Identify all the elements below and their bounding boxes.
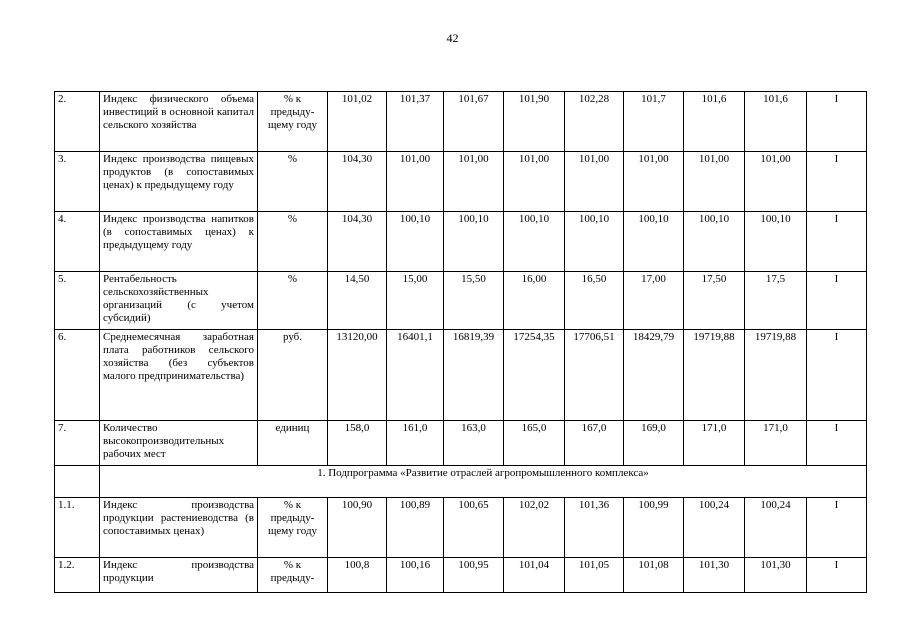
value-cell: 13120,00	[328, 330, 387, 421]
value-cell: 100,10	[624, 212, 684, 272]
value-cell: 101,30	[684, 558, 745, 593]
value-cell: 16819,39	[444, 330, 504, 421]
value-cell: 14,50	[328, 272, 387, 330]
value-cell: 100,10	[565, 212, 624, 272]
row-number: 4.	[55, 212, 100, 272]
value-cell: 100,16	[387, 558, 444, 593]
value-cell: 169,0	[624, 421, 684, 466]
value-cell: 100,8	[328, 558, 387, 593]
value-cell: 101,02	[328, 92, 387, 152]
value-cell: 101,67	[444, 92, 504, 152]
unit-cell: % к предыду- щему году	[258, 92, 328, 152]
row-number: 5.	[55, 272, 100, 330]
value-cell: 100,10	[504, 212, 565, 272]
page-number: 42	[446, 31, 459, 45]
value-cell: 101,08	[624, 558, 684, 593]
table-row	[55, 92, 867, 152]
value-cell: 101,00	[745, 152, 807, 212]
table-row	[55, 498, 867, 558]
subprogram-row	[55, 466, 867, 498]
source-cell: I	[807, 558, 867, 593]
row-number: 2.	[55, 92, 100, 152]
source-cell: I	[807, 272, 867, 330]
value-cell: 15,00	[387, 272, 444, 330]
value-cell: 101,00	[624, 152, 684, 212]
value-cell: 100,99	[624, 498, 684, 558]
value-cell: 17254,35	[504, 330, 565, 421]
value-cell: 167,0	[565, 421, 624, 466]
table-row	[55, 421, 867, 466]
value-cell: 17706,51	[565, 330, 624, 421]
value-cell: 171,0	[745, 421, 807, 466]
value-cell: 17,00	[624, 272, 684, 330]
value-cell: 16,00	[504, 272, 565, 330]
unit-cell: %	[258, 272, 328, 330]
row-number: 1.1.	[55, 498, 100, 558]
value-cell: 100,95	[444, 558, 504, 593]
value-cell: 100,10	[745, 212, 807, 272]
value-cell: 101,00	[565, 152, 624, 212]
value-cell: 101,90	[504, 92, 565, 152]
indicator-name: Среднемесячная заработная плата работников сельского хозяйства (без субъектов малого предпринимательства)	[100, 330, 258, 421]
row-number: 7.	[55, 421, 100, 466]
value-cell: 100,89	[387, 498, 444, 558]
value-cell: 101,7	[624, 92, 684, 152]
source-cell: I	[807, 92, 867, 152]
source-cell: I	[807, 498, 867, 558]
source-cell: I	[807, 421, 867, 466]
value-cell: 101,00	[684, 152, 745, 212]
value-cell: 15,50	[444, 272, 504, 330]
source-cell: I	[807, 212, 867, 272]
empty-cell	[55, 466, 100, 498]
value-cell: 18429,79	[624, 330, 684, 421]
unit-cell: % к предыду- щему году	[258, 498, 328, 558]
value-cell: 100,10	[444, 212, 504, 272]
value-cell: 19719,88	[745, 330, 807, 421]
value-cell: 101,00	[504, 152, 565, 212]
source-cell: I	[807, 330, 867, 421]
value-cell: 101,04	[504, 558, 565, 593]
unit-cell: %	[258, 212, 328, 272]
value-cell: 101,6	[684, 92, 745, 152]
value-cell: 100,24	[745, 498, 807, 558]
value-cell: 163,0	[444, 421, 504, 466]
value-cell: 171,0	[684, 421, 745, 466]
value-cell: 104,30	[328, 152, 387, 212]
subprogram-title: 1. Подпрограмма «Развитие отраслей агропромышленного комплекса»	[100, 466, 867, 498]
value-cell: 101,30	[745, 558, 807, 593]
row-number: 6.	[55, 330, 100, 421]
value-cell: 101,37	[387, 92, 444, 152]
value-cell: 100,90	[328, 498, 387, 558]
value-cell: 165,0	[504, 421, 565, 466]
value-cell: 101,36	[565, 498, 624, 558]
table-row	[55, 152, 867, 212]
value-cell: 101,00	[387, 152, 444, 212]
value-cell: 100,24	[684, 498, 745, 558]
value-cell: 161,0	[387, 421, 444, 466]
value-cell: 102,02	[504, 498, 565, 558]
unit-cell: %	[258, 152, 328, 212]
source-cell: I	[807, 152, 867, 212]
value-cell: 101,6	[745, 92, 807, 152]
indicator-name: Индекс производства пищевых продуктов (в сопоставимых ценах) к предыдущему году	[100, 152, 258, 212]
value-cell: 101,05	[565, 558, 624, 593]
value-cell: 101,00	[444, 152, 504, 212]
indicator-name: Рентабельность сельскохозяйственных организаций (с учетом субсидий)	[100, 272, 258, 330]
table-row	[55, 558, 867, 593]
indicator-name: Индекс физического объема инвестиций в основной капитал сельского хозяйства	[100, 92, 258, 152]
row-number: 3.	[55, 152, 100, 212]
indicator-name: Индекс производства продукции растениеводства (в сопоставимых ценах)	[100, 498, 258, 558]
value-cell: 100,10	[387, 212, 444, 272]
value-cell: 16401,1	[387, 330, 444, 421]
value-cell: 158,0	[328, 421, 387, 466]
indicator-name: Индекс производства напитков (в сопоставимых ценах) к предыдущему году	[100, 212, 258, 272]
value-cell: 102,28	[565, 92, 624, 152]
indicator-name: Количество высокопроизводительных рабочих мест	[100, 421, 258, 466]
unit-cell: руб.	[258, 330, 328, 421]
value-cell: 17,50	[684, 272, 745, 330]
value-cell: 16,50	[565, 272, 624, 330]
indicators-table	[54, 91, 867, 593]
table-row	[55, 212, 867, 272]
value-cell: 19719,88	[684, 330, 745, 421]
table-row	[55, 272, 867, 330]
unit-cell: единиц	[258, 421, 328, 466]
value-cell: 104,30	[328, 212, 387, 272]
value-cell: 100,65	[444, 498, 504, 558]
value-cell: 100,10	[684, 212, 745, 272]
unit-cell: % к предыду-	[258, 558, 328, 593]
row-number: 1.2.	[55, 558, 100, 593]
table-row	[55, 330, 867, 421]
value-cell: 17,5	[745, 272, 807, 330]
indicator-name: Индекс производства продукции	[100, 558, 258, 593]
